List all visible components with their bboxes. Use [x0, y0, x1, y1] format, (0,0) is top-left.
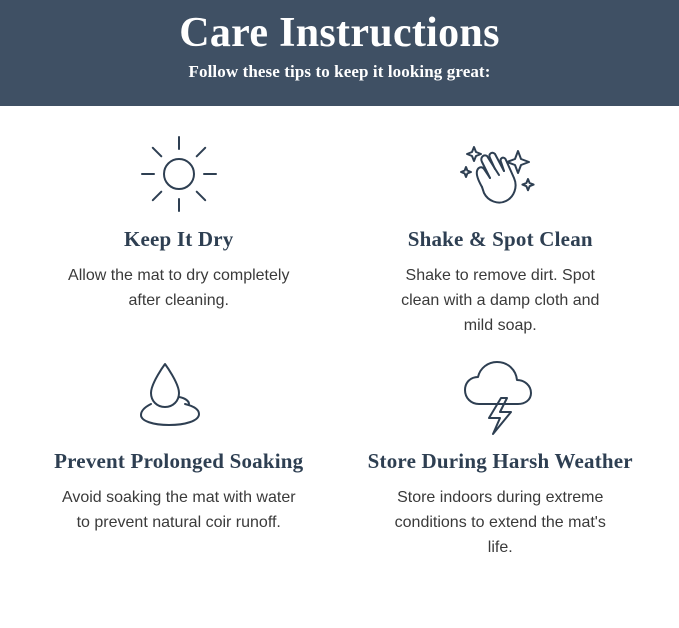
water-droplet-puddle-icon — [131, 350, 227, 442]
hand-wiping-sparkle-icon — [452, 128, 548, 220]
tip-card-store-harsh-weather — [340, 350, 662, 560]
tip-body: Shake to remove dirt. Spot clean with a damp cloth and mild soap. — [401, 267, 600, 334]
tip-title: Store During Harsh Weather — [367, 449, 633, 473]
tips-grid — [0, 106, 679, 560]
tip-card-shake-spot-clean — [340, 128, 662, 338]
page-title: Care Instructions — [179, 10, 500, 56]
tip-title: Keep It Dry — [123, 227, 234, 251]
tip-card-prevent-soaking — [18, 350, 340, 560]
tip-body: Avoid soaking the mat with water to prevent natural coir runoff. — [61, 489, 296, 531]
header-banner — [0, 0, 679, 106]
storm-cloud-lightning-icon — [455, 350, 545, 442]
tip-body: Allow the mat to dry completely after cleaning. — [68, 267, 290, 309]
tip-card-keep-it-dry — [18, 128, 340, 338]
sun-icon — [136, 128, 222, 220]
tip-body: Store indoors during extreme conditions to extend the mat's life. — [394, 489, 606, 556]
tip-title: Shake & Spot Clean — [407, 227, 593, 251]
page-subtitle: Follow these tips to keep it looking great: — [188, 62, 491, 81]
tip-title: Prevent Prolonged Soaking — [54, 449, 304, 473]
